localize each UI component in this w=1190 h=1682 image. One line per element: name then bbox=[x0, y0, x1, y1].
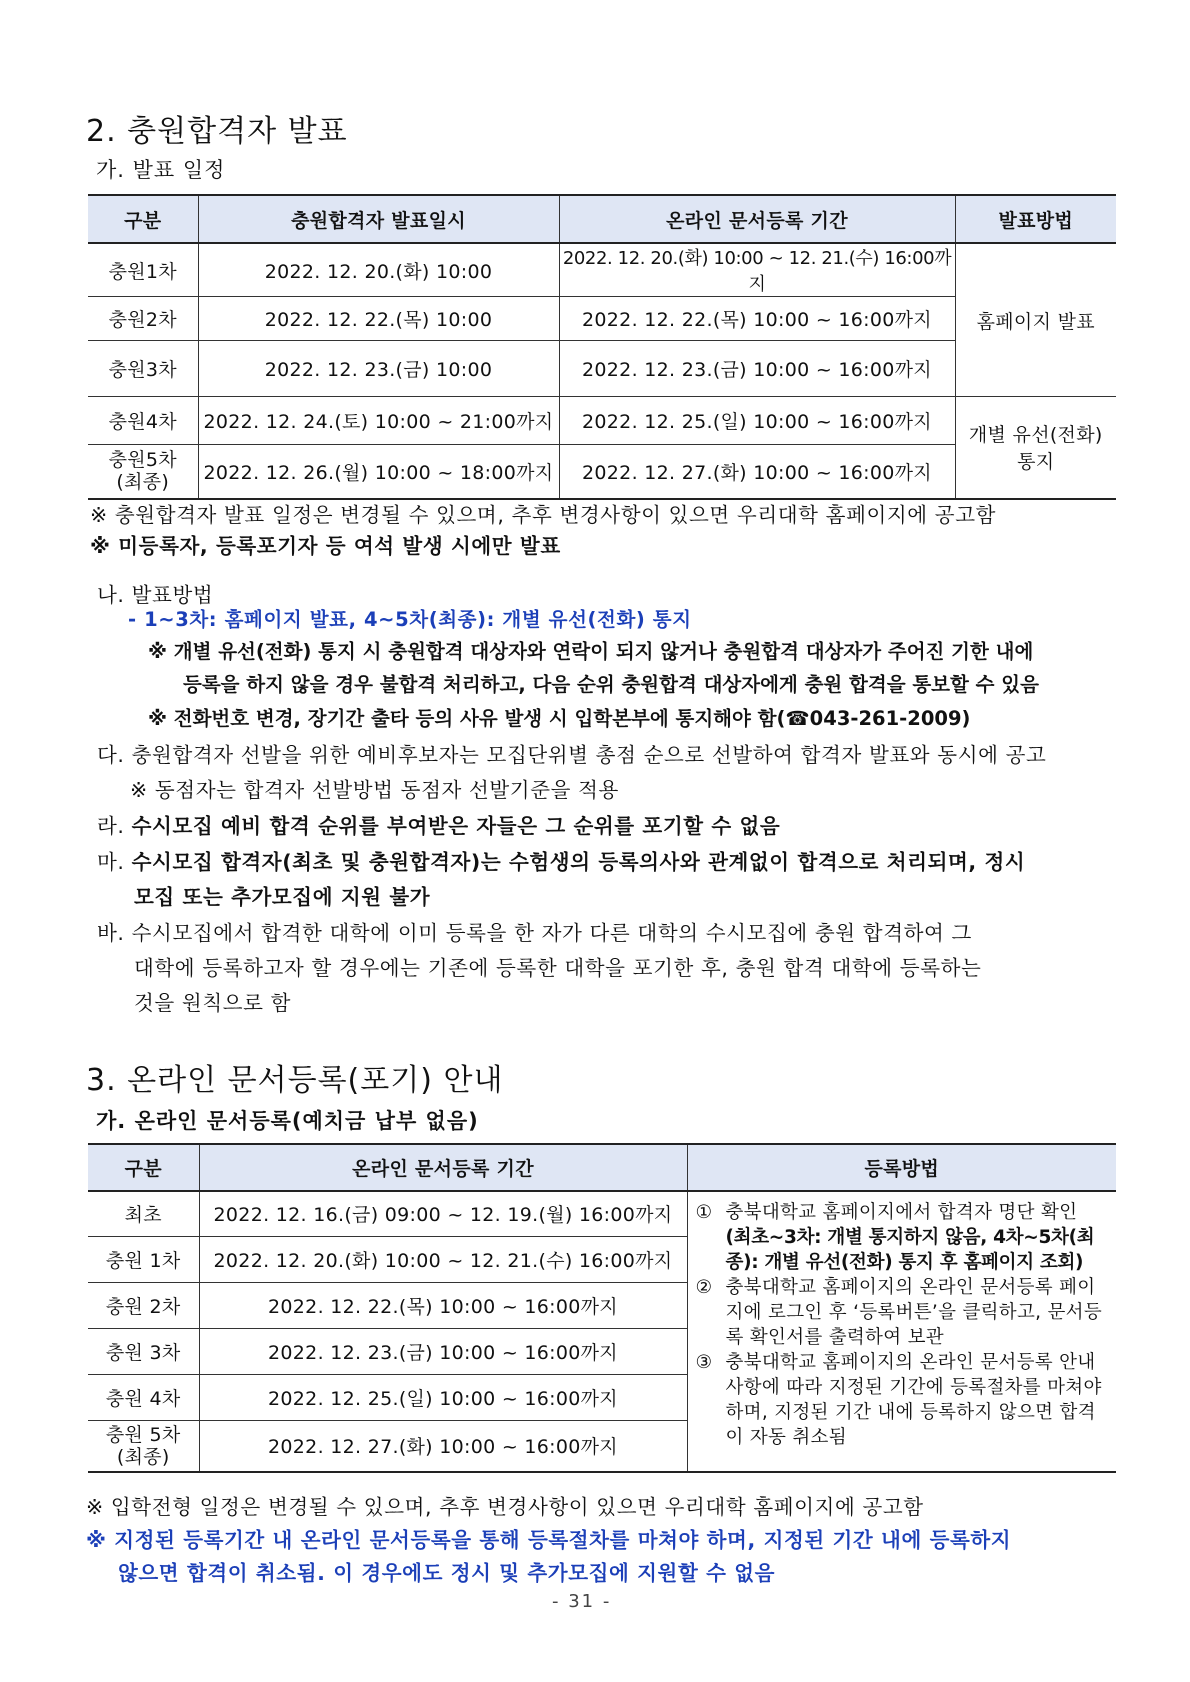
step-number: ③ bbox=[695, 1352, 713, 1373]
register-cell: 2022. 12. 22.(목) 10:00 ~ 16:00까지 bbox=[559, 297, 955, 341]
round-text-final: (최종) bbox=[116, 1445, 170, 1468]
sub-heading-b: 나. 발표방법 bbox=[97, 583, 214, 607]
item-d-prefix: 라. bbox=[97, 814, 125, 838]
method-step-1-note bbox=[696, 1225, 1111, 1275]
announce-cell: 2022. 12. 23.(금) 10:00 bbox=[198, 341, 559, 397]
table-row bbox=[88, 243, 1116, 297]
period-cell: 2022. 12. 25.(일) 10:00 ~ 16:00까지 bbox=[199, 1374, 687, 1420]
round-text: 충원5차 bbox=[108, 449, 177, 472]
header-period: 온라인 문서등록 기간 bbox=[199, 1144, 687, 1191]
round-text: 충원 5차 bbox=[105, 1423, 181, 1446]
step-number: ② bbox=[695, 1277, 713, 1298]
step-text: 충북대학교 홈페이지의 온라인 문서등록 페이지에 로그인 후 ‘등록버튼’을 클릭하고, 문서등록 확인서를 출력하여 보관 bbox=[725, 1277, 1103, 1348]
table-row bbox=[88, 1191, 1116, 1236]
note: ※ 충원합격자 발표 일정은 변경될 수 있으며, 추후 변경사항이 있으면 우리대학 홈페이지에 공고함 bbox=[90, 503, 997, 527]
method-step-3 bbox=[696, 1350, 1111, 1450]
header-announce: 충원합격자 발표일시 bbox=[198, 195, 559, 243]
note-bold-blue-cont: 않으면 합격이 취소됨. 이 경우에도 정시 및 추가모집에 지원할 수 없음 bbox=[118, 1561, 776, 1585]
round-cell: 충원 4차 bbox=[88, 1374, 199, 1420]
header-round: 구분 bbox=[88, 195, 198, 243]
item-f-cont: 대학에 등록하고자 할 경우에는 기존에 등록한 대학을 포기한 후, 충원 합격 대학에 등록하는 bbox=[134, 956, 982, 980]
step-text: 충북대학교 홈페이지에서 합격자 명단 확인 bbox=[725, 1202, 1078, 1223]
item-d-text: 수시모집 예비 합격 순위를 부여받은 자들은 그 순위를 포기할 수 없음 bbox=[131, 814, 781, 838]
announce-cell: 2022. 12. 20.(화) 10:00 bbox=[198, 243, 559, 297]
note-bold-blue: ※ 지정된 등록기간 내 온라인 문서등록을 통해 등록절차를 마쳐야 하며, 지정된 기간 내에 등록하지 bbox=[86, 1528, 1012, 1552]
round-cell: 충원3차 bbox=[88, 341, 198, 397]
table-row bbox=[88, 397, 1116, 445]
register-cell: 2022. 12. 23.(금) 10:00 ~ 16:00까지 bbox=[559, 341, 955, 397]
section2-title: 2. 충원합격자 발표 bbox=[86, 114, 348, 149]
method-summary: - 1~3차: 홈페이지 발표, 4~5차(최종): 개별 유선(전화) 통지 bbox=[128, 608, 692, 631]
round-cell: 충원 3차 bbox=[88, 1328, 199, 1374]
method-cell: 홈페이지 발표 bbox=[955, 243, 1116, 397]
online-registration-table bbox=[88, 1143, 1116, 1473]
contact-note: ※ 전화번호 변경, 장기간 출타 등의 사유 발생 시 입학본부에 통지해야 함(☎043-261-2009) bbox=[148, 707, 971, 730]
registration-method-cell bbox=[687, 1191, 1116, 1472]
round-cell bbox=[88, 1420, 199, 1472]
item-e bbox=[97, 845, 1025, 875]
header-register: 온라인 문서등록 기간 bbox=[559, 195, 955, 243]
section3-title: 3. 온라인 문서등록(포기) 안내 bbox=[86, 1063, 504, 1098]
period-cell: 2022. 12. 20.(화) 10:00 ~ 12. 21.(수) 16:00까지 bbox=[199, 1236, 687, 1282]
section3-sub-a: 가. 온라인 문서등록(예치금 납부 없음) bbox=[96, 1109, 479, 1133]
round-cell: 충원 2차 bbox=[88, 1282, 199, 1328]
period-cell: 2022. 12. 27.(화) 10:00 ~ 16:00까지 bbox=[199, 1420, 687, 1472]
method-text: 개별 유선(전화) bbox=[968, 424, 1103, 447]
register-cell: 2022. 12. 25.(일) 10:00 ~ 16:00까지 bbox=[559, 397, 955, 445]
method-note: ※ 개별 유선(전화) 통지 시 충원합격 대상자와 연락이 되지 않거나 충원합격 대상자가 주어진 기한 내에 bbox=[148, 640, 1034, 663]
item-e-cont: 모집 또는 추가모집에 지원 불가 bbox=[134, 885, 431, 909]
announce-cell: 2022. 12. 26.(월) 10:00 ~ 18:00까지 bbox=[198, 445, 559, 499]
step-number: ① bbox=[695, 1202, 713, 1223]
method-cell-2 bbox=[955, 397, 1116, 499]
note: ※ 입학전형 일정은 변경될 수 있으며, 추후 변경사항이 있으면 우리대학 홈페이지에 공고함 bbox=[86, 1495, 924, 1519]
round-cell bbox=[88, 445, 198, 499]
method-text: 통지 bbox=[1017, 451, 1055, 474]
register-cell: 2022. 12. 27.(화) 10:00 ~ 16:00까지 bbox=[559, 445, 955, 499]
round-cell: 충원 1차 bbox=[88, 1236, 199, 1282]
item-c: 다. 충원합격자 선발을 위한 예비후보자는 모집단위별 총점 순으로 선발하여 합격자 발표와 동시에 공고 bbox=[97, 743, 1047, 767]
round-text-final: (최종) bbox=[116, 471, 170, 494]
step-note: (최초~3차: 개별 통지하지 않음, 4차~5차(최종): 개별 유선(전화) 통지 후 홈페이지 조회) bbox=[725, 1227, 1095, 1273]
item-f: 바. 수시모집에서 합격한 대학에 이미 등록을 한 자가 다른 대학의 수시모집에 충원 합격하여 그 bbox=[97, 921, 972, 945]
item-e-prefix: 마. bbox=[97, 850, 125, 874]
announce-cell: 2022. 12. 24.(토) 10:00 ~ 21:00까지 bbox=[198, 397, 559, 445]
register-cell: 2022. 12. 20.(화) 10:00 ~ 12. 21.(수) 16:00까지 bbox=[559, 243, 955, 297]
header-round: 구분 bbox=[88, 1144, 199, 1191]
method-note-cont: 등록을 하지 않을 경우 불합격 처리하고, 다음 순위 충원합격 대상자에게 충원 합격을 통보할 수 있음 bbox=[183, 673, 1039, 696]
method-step-2 bbox=[696, 1275, 1111, 1350]
header-method: 발표방법 bbox=[955, 195, 1116, 243]
period-cell: 2022. 12. 23.(금) 10:00 ~ 16:00까지 bbox=[199, 1328, 687, 1374]
item-f-cont2: 것을 원칙으로 함 bbox=[134, 991, 292, 1015]
period-cell: 2022. 12. 22.(목) 10:00 ~ 16:00까지 bbox=[199, 1282, 687, 1328]
round-cell: 충원4차 bbox=[88, 397, 198, 445]
item-e-text: 수시모집 합격자(최초 및 충원합격자)는 수험생의 등록의사와 관계없이 합격으로 처리되며, 정시 bbox=[131, 850, 1026, 874]
section2-sub-a: 가. 발표 일정 bbox=[96, 158, 226, 182]
item-d bbox=[97, 809, 780, 839]
round-cell: 최초 bbox=[88, 1191, 199, 1236]
announce-cell: 2022. 12. 22.(목) 10:00 bbox=[198, 297, 559, 341]
method-step-1 bbox=[696, 1200, 1111, 1225]
round-cell: 충원1차 bbox=[88, 243, 198, 297]
page-number: - 31 - bbox=[552, 1591, 612, 1612]
announcement-schedule-table bbox=[88, 194, 1116, 500]
note-bold: ※ 미등록자, 등록포기자 등 여석 발생 시에만 발표 bbox=[90, 534, 561, 558]
item-c-note: ※ 동점자는 합격자 선발방법 동점자 선발기준을 적용 bbox=[130, 778, 619, 802]
period-cell: 2022. 12. 16.(금) 09:00 ~ 12. 19.(월) 16:00까지 bbox=[199, 1191, 687, 1236]
step-text: 충북대학교 홈페이지의 온라인 문서등록 안내 사항에 따라 지정된 기간에 등록절차를 마쳐야 하며, 지정된 기간 내에 등록하지 않으면 합격이 자동 취소됨 bbox=[725, 1352, 1102, 1448]
header-method: 등록방법 bbox=[687, 1144, 1116, 1191]
round-cell: 충원2차 bbox=[88, 297, 198, 341]
